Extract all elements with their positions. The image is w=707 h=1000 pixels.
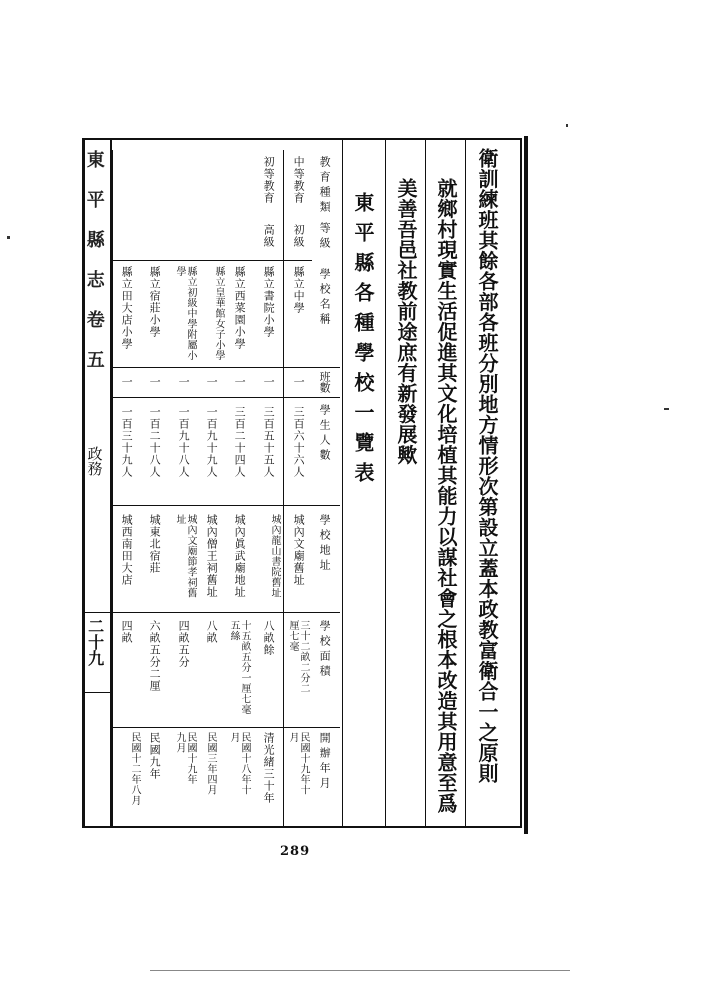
table-row-0-founded: 民國十九年十月 <box>287 732 309 795</box>
header-level: 等級 <box>318 222 332 252</box>
table-row-1-classes: 一 <box>262 376 276 388</box>
table-row-0-name: 縣立中學 <box>292 266 306 314</box>
table-row-0-classes: 一 <box>292 376 306 388</box>
category-primary-type: 初等教育 <box>262 156 276 204</box>
column-rule <box>385 140 386 826</box>
header-area: 學校面積 <box>318 620 332 680</box>
table-row-2-students: 三百二十四人 <box>233 406 247 478</box>
scan-speck <box>7 236 10 239</box>
table-row-4-founded: 民國十九年九月 <box>174 732 196 785</box>
table-row-6-founded: 民國十二年八月 <box>129 732 140 806</box>
table-row-4-area: 四畝五分 <box>177 620 191 668</box>
table-row-5-area: 六畝五分二厘 <box>148 620 162 692</box>
table-row-4-students: 一百九十八人 <box>177 406 191 478</box>
header-address: 學校地址 <box>318 514 332 574</box>
table-header-rule <box>112 505 340 506</box>
page-number: 289 <box>280 844 311 859</box>
header-education-type: 教育種類 <box>318 156 332 216</box>
table-row-2-area: 十五畝五分一厘七毫五絲 <box>228 620 250 715</box>
header-founded: 開辦年月 <box>318 732 332 792</box>
table-row-3-name: 縣立皇華館女子小學 <box>213 266 224 361</box>
scan-speck <box>566 124 568 127</box>
table-row-4-classes: 一 <box>177 376 191 388</box>
category-secondary-type: 中等教育 <box>292 156 306 204</box>
main-text-column-1: 衛訓練班其餘各部各班分別地方情形次第設立蓋本政教富衛合一之原則 <box>475 148 499 784</box>
table-header-rule <box>112 260 312 261</box>
column-rule <box>342 140 343 826</box>
table-row-0-address: 城內文廟舊址 <box>292 514 306 586</box>
table-row-3-students: 一百九十九人 <box>205 406 219 478</box>
table-row-1-address: 城內龍山書院舊址 <box>269 514 280 598</box>
table-row-1-area: 八畝餘 <box>262 620 276 656</box>
table-row-6-students: 一百三十九人 <box>120 406 134 478</box>
margin-book-title: 東平縣志卷五 <box>83 150 105 390</box>
header-school-name: 學校名稱 <box>318 268 332 328</box>
table-row-3-founded: 民國三年四月 <box>205 732 216 795</box>
scan-speck <box>664 408 669 410</box>
table-row-2-address: 城內眞武廟地址 <box>233 514 247 598</box>
table-column-rule <box>283 150 284 826</box>
table-row-4-name: 縣立初級中學附屬小學 <box>174 266 196 361</box>
table-row-5-name: 縣立宿莊小學 <box>148 266 162 338</box>
table-header-rule <box>112 612 340 613</box>
table-row-3-address: 城內僧王祠舊址 <box>205 514 219 598</box>
table-header-rule <box>112 727 340 728</box>
margin-folio-rule <box>84 692 110 693</box>
table-row-5-classes: 一 <box>148 376 162 388</box>
main-text-column-3: 美善吾邑社教前途庶有新發展歟 <box>394 178 418 465</box>
table-row-2-founded: 民國十八年十月 <box>228 732 250 795</box>
column-rule <box>465 140 466 826</box>
main-text-column-2: 就鄉村現實生活促進其文化培植其能力以謀社會之根本改造其用意至爲 <box>434 178 458 814</box>
table-row-2-classes: 一 <box>233 376 247 388</box>
margin-folio: 二十九 <box>85 618 105 666</box>
table-row-1-founded: 清光緒三十年 <box>262 732 276 804</box>
table-row-0-students: 三百六十六人 <box>292 406 306 478</box>
table-row-6-address: 城西南田大店 <box>120 514 134 586</box>
scan-edge-line <box>150 970 570 971</box>
margin-section: 政務 <box>85 446 104 476</box>
table-row-6-name: 縣立田大店小學 <box>120 266 134 350</box>
category-secondary-level: 初級 <box>292 224 306 248</box>
table-row-2-name: 縣立西菜園小學 <box>233 266 247 350</box>
table-header-rule <box>112 397 340 398</box>
table-row-5-students: 一百二十八人 <box>148 406 162 478</box>
table-title: 東平縣各種學校一覽表 <box>351 192 375 492</box>
table-row-0-area: 三十二畝二分二厘七毫 <box>287 620 309 694</box>
category-primary-level: 高級 <box>262 224 276 248</box>
header-students: 學生人數 <box>318 404 332 464</box>
table-header-rule <box>112 367 340 368</box>
table-row-6-area: 四畝 <box>120 620 134 644</box>
table-row-3-area: 八畝 <box>205 620 219 644</box>
margin-rule <box>110 140 112 826</box>
table-row-5-founded: 民國九年 <box>148 732 162 780</box>
margin-folio-rule <box>84 612 110 613</box>
table-row-6-classes: 一 <box>120 376 134 388</box>
table-row-3-classes: 一 <box>205 376 219 388</box>
table-row-1-name: 縣立書院小學 <box>262 266 276 338</box>
column-rule <box>425 140 426 826</box>
table-row-4-address: 城內文廟節孝祠舊址 <box>174 514 196 598</box>
header-classes: 班數 <box>318 371 332 393</box>
table-column-rule <box>112 150 113 826</box>
table-row-5-address: 城東北宿莊 <box>148 514 162 574</box>
table-row-1-students: 三百五十五人 <box>262 406 276 478</box>
